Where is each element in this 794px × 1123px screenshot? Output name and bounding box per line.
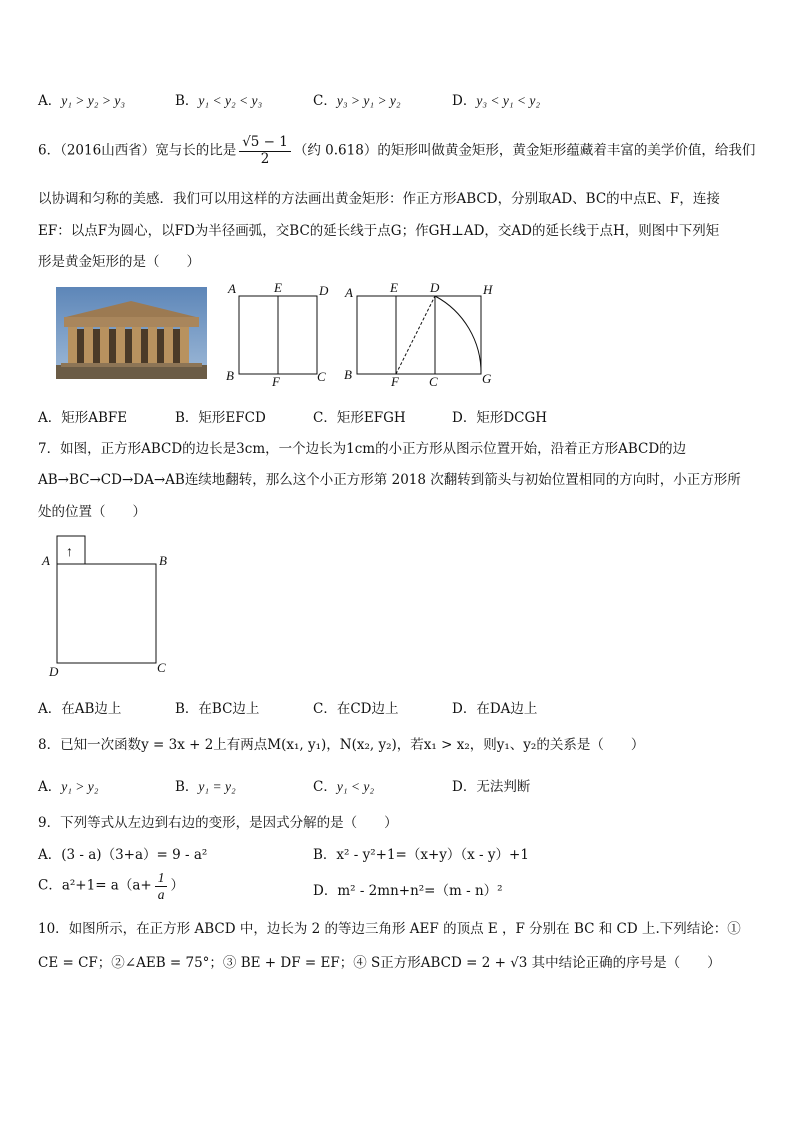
arrow-up-icon: ↑ <box>66 545 73 560</box>
q7-option-b[interactable]: B．在BC边上 <box>175 701 260 717</box>
q7-stem-line3: 处的位置（ ） <box>38 504 146 520</box>
parthenon-photo <box>56 287 207 379</box>
q5-option-a[interactable]: A．y₁ > y₂ > y₃ <box>38 93 126 109</box>
label-f: F <box>272 374 280 389</box>
label-d: D <box>430 280 440 295</box>
label-a: A <box>42 553 50 568</box>
q6-figure-golden-rectangle <box>342 280 502 390</box>
q7-stem-line2: AB→BC→CD→DA→AB连续地翻转，那么这个小正方形第 2018 次翻转到箭头与初始位置相同的方向时，小正方形所 <box>38 472 741 488</box>
label-h: H <box>483 282 493 297</box>
label-a: A <box>228 281 236 296</box>
q7-figure <box>38 533 178 681</box>
q8-option-b[interactable]: B．y₁ = y₂ <box>175 779 236 795</box>
q9-option-a[interactable]: A．(3 - a)（3+a）= 9 - a² <box>38 847 208 863</box>
label-d: D <box>49 664 59 679</box>
q5-option-d[interactable]: D．y₃ < y₁ < y₂ <box>452 93 541 109</box>
q7-option-d[interactable]: D．在DA边上 <box>452 701 538 717</box>
q9-option-c[interactable]: C．a²+1= a（a+ $\frac{1}{a}$ ） <box>38 870 184 902</box>
q9-stem: 9．下列等式从左边到右边的变形，是因式分解的是（ ） <box>38 815 398 831</box>
segment-fd-dashed <box>396 296 435 374</box>
label-c: C <box>317 369 326 384</box>
q9-option-b[interactable]: B．x² - y²+1=（x+y）（x - y）+1 <box>313 847 529 863</box>
label-g: G <box>482 371 492 386</box>
label-b: B <box>344 367 352 382</box>
label-b: B <box>226 368 234 383</box>
q6-option-d[interactable]: D．矩形DCGH <box>452 410 548 426</box>
q10-stem-line1: 10．如图所示，在正方形 ABCD 中，边长为 2 的等边三角形 AEF 的顶点 E ，F 分别在 BC 和 CD 上.下列结论：① <box>38 921 741 937</box>
label-c: C <box>157 660 166 675</box>
label-c: C <box>429 374 438 389</box>
q8-option-c[interactable]: C．y₁ < y₂ <box>313 779 375 795</box>
label-e: E <box>390 280 398 295</box>
label-f: F <box>391 374 399 389</box>
label-b: B <box>159 553 167 568</box>
q7-option-c[interactable]: C．在CD边上 <box>313 701 399 717</box>
q10-stem-line2: CE = CF；②∠AEB = 75°；③ BE + DF = EF；④ S正方形ABCD = 2 + √3 其中结论正确的序号是（ ） <box>38 955 721 971</box>
q5-option-c[interactable]: C．y₃ > y₁ > y₂ <box>313 93 401 109</box>
q9-option-d[interactable]: D．m² - 2mn+n²=（m - n）² <box>313 883 503 899</box>
q6-option-a[interactable]: A．矩形ABFE <box>38 410 128 426</box>
label-a: A <box>345 285 353 300</box>
q6-option-b[interactable]: B．矩形EFCD <box>175 410 266 426</box>
q6-option-c[interactable]: C．矩形EFGH <box>313 410 406 426</box>
q6-stem-line1: 6．（2016山西省）宽与长的比是 $\frac{√5 - 1}{2}$ （约 0.618）的矩形叫做黄金矩形，黄金矩形蕴藏着丰富的美学价值，给我们 <box>38 134 756 167</box>
q8-option-a[interactable]: A．y₁ > y₂ <box>38 779 99 795</box>
q7-option-a[interactable]: A．在AB边上 <box>38 701 122 717</box>
q5-option-b[interactable]: B．y₁ < y₂ < y₃ <box>175 93 263 109</box>
q7-stem-line1: 7．如图，正方形ABCD的边长是3cm，一个边长为1cm的小正方形从图示位置开始，沿着正方形ABCD的边 <box>38 441 687 457</box>
q8-stem: 8．已知一次函数y = 3x + 2上有两点M(x₁, y₁)，N(x₂, y₂)，若x₁ > x₂，则y₁、y₂的关系是（ ） <box>38 737 645 753</box>
arc-dg <box>435 296 481 374</box>
square-abcd <box>57 564 156 663</box>
q6-stem-line3: EF：以点F为圆心，以FD为半径画弧，交BC的延长线于点G；作GH⊥AD，交AD的延长线于点H，则图中下列矩 <box>38 223 720 239</box>
label-e: E <box>274 280 282 295</box>
q6-stem-line2: 以协调和匀称的美感．我们可以用这样的方法画出黄金矩形：作正方形ABCD，分别取AD、BC的中点E、F，连接 <box>38 191 720 207</box>
label-d: D <box>319 283 329 298</box>
q6-figure-square <box>222 280 337 390</box>
golden-ratio-fraction: $\frac{√5 - 1}{2}$ <box>239 135 291 167</box>
rectangle-abgh <box>357 296 481 374</box>
q8-option-d[interactable]: D．无法判断 <box>452 779 531 795</box>
q6-stem-line4: 形是黄金矩形的是（ ） <box>38 254 200 270</box>
